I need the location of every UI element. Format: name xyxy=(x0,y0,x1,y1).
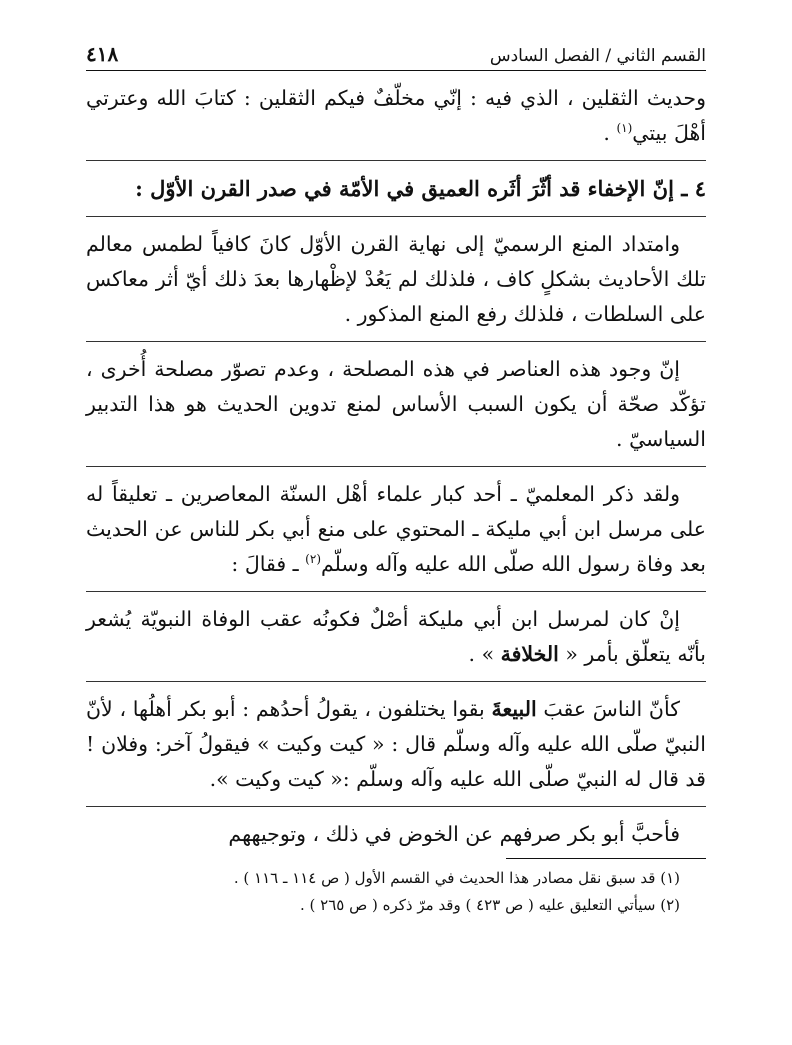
quote-text-end: بقوا يختلفون ، يقولُ أحدُهم : أبو بكر أهلُها ، لأنّ النبيّ صلّى الله عليه وآله وسلّم قال : « كيت وكيت » فيقولُ آخر: وفلان ! قد قال له النبيّ صلّى الله عليه وآله وسلّم :« كيت وكيت ». xyxy=(86,697,706,791)
paragraph-divider xyxy=(86,160,706,161)
footnote-2: (٢) سيأتي التعليق عليه ( ص ٤٢٣ ) وقد مرّ ذكره ( ص ٢٦٥ ) . xyxy=(300,896,680,914)
footnote-ref-1: (١) xyxy=(616,121,633,136)
header-rule xyxy=(86,70,706,71)
bold-term-khilafa: الخلافة xyxy=(500,642,559,666)
quote-text: إنْ كان لمرسل ابن أبي مليكة أصْلٌ فكونُه عقب الوفاة النبويّة يُشعر بأنّه يتعلّق بأمر « xyxy=(86,607,706,666)
running-header xyxy=(86,32,706,66)
paragraph-divider xyxy=(86,466,706,467)
quote-mursal xyxy=(86,602,706,672)
paragraph-official-ban: وامتداد المنع الرسميّ إلى نهاية القرن الأوّل كانَ كافياً لطمس معالم تلك الأحاديث بشكلٍ كاف ، فلذلك لم يَعُدْ لإظْهارها بعدَ ذلك أيّ أثر معاكس على السلطات ، فلذلك رفع المنع المذكور . xyxy=(86,232,706,326)
paragraph-text: ولقد ذكر المعلميّ ـ أحد كبار علماء أهْل السنّة المعاصرين ـ تعليقاً له على مرسل ابن أبي مليكة ـ المحتوي على منع أبي بكر للناس عن الحديث بعد وفاة رسول الله صلّى الله عليه وآله وسلّم xyxy=(86,482,706,576)
paragraph-text-end: . xyxy=(603,121,617,145)
paragraph-text: وحديث الثقلين ، الذي فيه : إنّي مخلّفٌ فيكم الثقلين : كتابَ الله وعترتي أهْلَ بيتي xyxy=(86,86,706,145)
paragraph-divider xyxy=(86,591,706,592)
footnote-1: (١) قد سبق نقل مصادر هذا الحديث في القسم الأول ( ص ١١٤ ـ ١١٦ ) . xyxy=(233,869,680,887)
paragraph-elements: إنّ وجود هذه العناصر في هذه المصلحة ، وعدم تصوّر مصلحة أُخرى ، تؤكّد صحّة أن يكون السبب الأساس لمنع تدوين الحديث هو هذا التدبير السياسيّ . xyxy=(86,357,706,451)
paragraph-divider xyxy=(86,216,706,217)
paragraph-divider xyxy=(86,806,706,807)
paragraph-divider xyxy=(86,341,706,342)
section-title: القسم الثاني / الفصل السادس xyxy=(489,46,706,66)
bold-term-bayah: البيعةَ xyxy=(491,697,537,721)
paragraph-text-end: ـ فقالَ : xyxy=(231,552,306,576)
paragraph-divider xyxy=(86,681,706,682)
quote-text: كأنّ الناسَ عقبَ xyxy=(536,697,680,721)
paragraph-muallimi xyxy=(86,477,706,582)
footnote-ref-2: (٢) xyxy=(305,552,321,567)
page-body xyxy=(86,81,706,919)
quote-bayah xyxy=(86,692,706,797)
book-page xyxy=(86,32,706,919)
section-heading: ٤ ـ إنّ الإخفاء قد أثّرَ أثَره العميق في الأمّة في صدر القرن الأوّل : xyxy=(135,176,706,201)
footnote-rule xyxy=(506,858,706,859)
quote-abubakr: فأحبَّ أبو بكر صرفهم عن الخوض في ذلك ، وتوجيههم xyxy=(228,822,680,846)
page-number: ٤١٨ xyxy=(86,42,119,66)
quote-text-end: » . xyxy=(468,642,501,666)
paragraph-thaqalayn xyxy=(86,81,706,151)
